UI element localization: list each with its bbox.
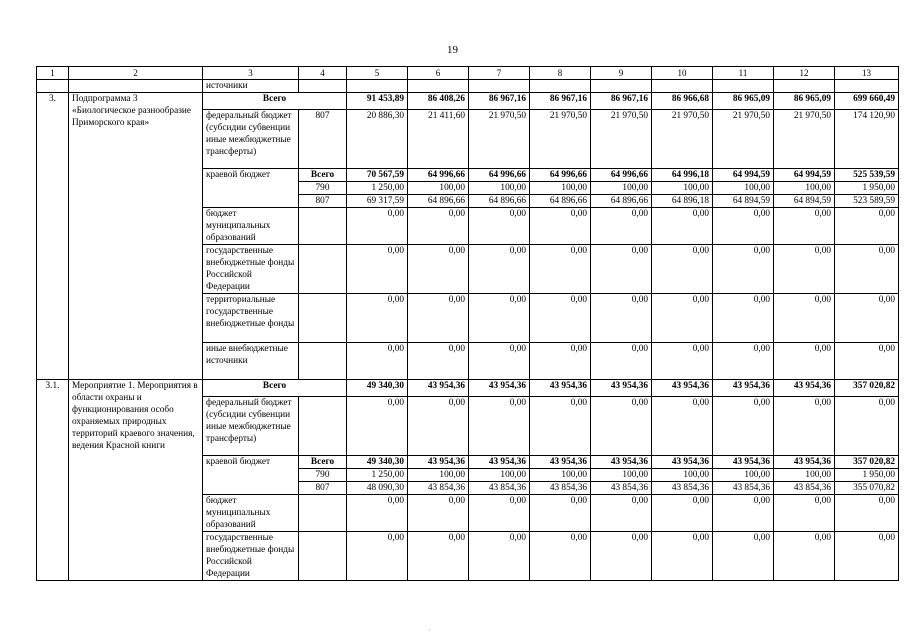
value-cell: 0,00 — [347, 397, 408, 456]
column-number: 4 — [299, 67, 347, 80]
code-cell — [299, 294, 347, 343]
value-cell: 86 967,16 — [591, 93, 652, 110]
value-cell: 0,00 — [835, 343, 899, 380]
value-cell: 64 994,59 — [774, 169, 835, 182]
column-number: 11 — [713, 67, 774, 80]
value-cell: 20 886,30 — [347, 110, 408, 169]
value-cell: 43 954,36 — [530, 456, 591, 469]
value-cell: 0,00 — [713, 343, 774, 380]
source-label: территориальные государственные внебюджетные фонды — [203, 294, 299, 343]
value-cell: 0,00 — [347, 532, 408, 581]
value-cell: 0,00 — [591, 397, 652, 456]
value-cell: 0,00 — [713, 245, 774, 294]
value-cell: 48 090,30 — [347, 482, 408, 495]
column-number: 7 — [469, 67, 530, 80]
value-cell: 174 120,90 — [835, 110, 899, 169]
code-cell: 790 — [299, 182, 347, 195]
value-cell: 86 408,26 — [408, 93, 469, 110]
value-cell: 70 567,59 — [347, 169, 408, 182]
total-label: Всего — [203, 380, 347, 397]
column-number: 13 — [835, 67, 899, 80]
empty-cell — [591, 80, 652, 93]
empty-cell — [408, 80, 469, 93]
value-cell: 0,00 — [774, 397, 835, 456]
value-cell: 0,00 — [469, 343, 530, 380]
source-label: федеральный бюджет (субсидии субвенции иные межбюджетные трансферты) — [203, 110, 299, 169]
row-number: 3.1. — [37, 380, 69, 581]
value-cell: 100,00 — [408, 182, 469, 195]
code-cell — [299, 208, 347, 245]
value-cell: 43 954,36 — [713, 380, 774, 397]
budget-table — [36, 66, 899, 581]
value-cell: 100,00 — [652, 469, 713, 482]
value-cell: 43 854,36 — [469, 482, 530, 495]
item-name — [69, 80, 203, 93]
value-cell: 0,00 — [530, 397, 591, 456]
value-cell: 0,00 — [835, 245, 899, 294]
value-cell: 49 340,30 — [347, 456, 408, 469]
total-row — [37, 93, 899, 110]
row-number: 3. — [37, 93, 69, 380]
value-cell: 100,00 — [530, 469, 591, 482]
value-cell: 0,00 — [652, 294, 713, 343]
value-cell: 64 896,66 — [530, 195, 591, 208]
value-cell: 0,00 — [347, 245, 408, 294]
value-cell: 0,00 — [469, 532, 530, 581]
value-cell: 0,00 — [530, 294, 591, 343]
code-cell: 807 — [299, 110, 347, 169]
value-cell: 64 894,59 — [774, 195, 835, 208]
value-cell: 100,00 — [469, 469, 530, 482]
value-cell: 43 954,36 — [774, 380, 835, 397]
value-cell: 0,00 — [469, 294, 530, 343]
source-label: бюджет муниципальных образований — [203, 208, 299, 245]
value-cell: 43 954,36 — [652, 456, 713, 469]
value-cell: 355 070,82 — [835, 482, 899, 495]
code-cell — [299, 343, 347, 380]
code-cell — [299, 397, 347, 456]
value-cell: 43 954,36 — [591, 456, 652, 469]
value-cell: 0,00 — [591, 208, 652, 245]
empty-cell — [299, 80, 347, 93]
value-cell: 100,00 — [774, 182, 835, 195]
value-cell: 0,00 — [408, 245, 469, 294]
value-cell: 21 970,50 — [591, 110, 652, 169]
value-cell: 43 854,36 — [530, 482, 591, 495]
value-cell: 1 250,00 — [347, 469, 408, 482]
value-cell: 0,00 — [652, 532, 713, 581]
value-cell: 0,00 — [774, 495, 835, 532]
code-cell: 807 — [299, 482, 347, 495]
value-cell: 43 854,36 — [408, 482, 469, 495]
value-cell: 91 453,89 — [347, 93, 408, 110]
value-cell: 0,00 — [774, 294, 835, 343]
value-cell: 21 970,50 — [530, 110, 591, 169]
value-cell: 0,00 — [835, 495, 899, 532]
value-cell: 0,00 — [408, 495, 469, 532]
value-cell: 100,00 — [530, 182, 591, 195]
column-number: 2 — [69, 67, 203, 80]
value-cell: 49 340,30 — [347, 380, 408, 397]
value-cell: 43 954,36 — [469, 380, 530, 397]
value-cell: 86 965,09 — [774, 93, 835, 110]
source-label: государственные внебюджетные фонды Российской Федерации — [203, 245, 299, 294]
value-cell: 21 411,60 — [408, 110, 469, 169]
value-cell: 43 954,36 — [408, 456, 469, 469]
value-cell: 43 954,36 — [591, 380, 652, 397]
value-cell: 43 954,36 — [469, 456, 530, 469]
value-cell: 64 996,18 — [652, 169, 713, 182]
value-cell: 0,00 — [835, 532, 899, 581]
code-cell: 807 — [299, 195, 347, 208]
value-cell: 357 020,82 — [835, 380, 899, 397]
column-number: 3 — [203, 67, 299, 80]
source-label: краевой бюджет — [203, 169, 299, 208]
value-cell: 699 660,49 — [835, 93, 899, 110]
item-name: Подпрограмма 3 «Биологическое разнообразие Приморского края» — [69, 93, 203, 380]
value-cell: 0,00 — [652, 208, 713, 245]
value-cell: 357 020,82 — [835, 456, 899, 469]
code-cell: 790 — [299, 469, 347, 482]
column-number: 6 — [408, 67, 469, 80]
empty-cell — [347, 80, 408, 93]
value-cell: 0,00 — [591, 532, 652, 581]
value-cell: 0,00 — [347, 343, 408, 380]
value-cell: 0,00 — [713, 397, 774, 456]
scan-mark: · — [428, 626, 431, 635]
value-cell: 64 896,66 — [591, 195, 652, 208]
value-cell: 100,00 — [713, 182, 774, 195]
code-cell — [299, 495, 347, 532]
value-cell: 0,00 — [774, 343, 835, 380]
value-cell: 0,00 — [408, 294, 469, 343]
item-name: Мероприятие 1. Мероприятия в области охраны и функционирования особо охраняемых природных территорий краевого значения, ведения Красной книги — [69, 380, 203, 581]
value-cell: 0,00 — [408, 532, 469, 581]
column-number-row — [37, 67, 899, 80]
value-cell: 64 894,59 — [713, 195, 774, 208]
value-cell: 1 250,00 — [347, 182, 408, 195]
value-cell: 64 896,66 — [469, 195, 530, 208]
value-cell: 0,00 — [591, 245, 652, 294]
value-cell: 43 854,36 — [774, 482, 835, 495]
value-cell: 43 954,36 — [774, 456, 835, 469]
empty-cell — [713, 80, 774, 93]
value-cell: 64 996,66 — [408, 169, 469, 182]
source-label: федеральный бюджет (субсидии субвенции иные межбюджетные трансферты) — [203, 397, 299, 456]
value-cell: 0,00 — [591, 495, 652, 532]
value-cell: 0,00 — [530, 495, 591, 532]
column-number: 1 — [37, 67, 69, 80]
value-cell: 0,00 — [713, 208, 774, 245]
value-cell: 64 896,66 — [408, 195, 469, 208]
value-cell: 21 970,50 — [774, 110, 835, 169]
source-label: бюджет муниципальных образований — [203, 495, 299, 532]
value-cell: 86 967,16 — [530, 93, 591, 110]
value-cell: 0,00 — [835, 208, 899, 245]
value-cell: 0,00 — [347, 294, 408, 343]
value-cell: 21 970,50 — [713, 110, 774, 169]
value-cell: 523 589,59 — [835, 195, 899, 208]
value-cell: 0,00 — [835, 397, 899, 456]
continuation-row — [37, 80, 899, 93]
value-cell: 0,00 — [469, 495, 530, 532]
value-cell: 43 954,36 — [652, 380, 713, 397]
value-cell: 0,00 — [347, 208, 408, 245]
value-cell: 0,00 — [774, 208, 835, 245]
source-label: государственные внебюджетные фонды Российской Федерации — [203, 532, 299, 581]
value-cell: 0,00 — [591, 294, 652, 343]
total-label: Всего — [299, 169, 347, 182]
value-cell: 64 896,18 — [652, 195, 713, 208]
value-cell: 0,00 — [774, 532, 835, 581]
value-cell: 100,00 — [469, 182, 530, 195]
column-number: 8 — [530, 67, 591, 80]
value-cell: 64 996,66 — [530, 169, 591, 182]
page-number: 19 — [447, 44, 458, 56]
empty-cell — [774, 80, 835, 93]
value-cell: 0,00 — [652, 495, 713, 532]
total-row — [37, 380, 899, 397]
code-cell — [299, 532, 347, 581]
value-cell: 86 967,16 — [469, 93, 530, 110]
total-label: Всего — [203, 93, 347, 110]
value-cell: 100,00 — [713, 469, 774, 482]
value-cell: 0,00 — [408, 343, 469, 380]
value-cell: 0,00 — [530, 208, 591, 245]
empty-cell — [652, 80, 713, 93]
source-label: краевой бюджет — [203, 456, 299, 495]
value-cell: 64 996,66 — [469, 169, 530, 182]
empty-cell — [835, 80, 899, 93]
value-cell: 0,00 — [652, 343, 713, 380]
value-cell: 0,00 — [347, 495, 408, 532]
code-cell — [299, 245, 347, 294]
value-cell: 0,00 — [408, 397, 469, 456]
value-cell: 64 994,59 — [713, 169, 774, 182]
value-cell: 0,00 — [408, 208, 469, 245]
value-cell: 0,00 — [591, 343, 652, 380]
value-cell: 43 854,36 — [652, 482, 713, 495]
value-cell: 0,00 — [713, 294, 774, 343]
source-label: источники — [203, 80, 299, 93]
value-cell: 0,00 — [652, 397, 713, 456]
empty-cell — [469, 80, 530, 93]
value-cell: 0,00 — [530, 532, 591, 581]
value-cell: 21 970,50 — [652, 110, 713, 169]
value-cell: 0,00 — [713, 495, 774, 532]
value-cell: 43 854,36 — [591, 482, 652, 495]
value-cell: 86 966,68 — [652, 93, 713, 110]
value-cell: 0,00 — [652, 245, 713, 294]
column-number: 12 — [774, 67, 835, 80]
value-cell: 1 950,00 — [835, 469, 899, 482]
value-cell: 100,00 — [774, 469, 835, 482]
value-cell: 43 954,36 — [408, 380, 469, 397]
value-cell: 0,00 — [530, 245, 591, 294]
value-cell: 86 965,09 — [713, 93, 774, 110]
column-number: 5 — [347, 67, 408, 80]
value-cell: 0,00 — [835, 294, 899, 343]
value-cell: 21 970,50 — [469, 110, 530, 169]
row-number — [37, 80, 69, 93]
value-cell: 0,00 — [469, 208, 530, 245]
value-cell: 0,00 — [530, 343, 591, 380]
column-number: 10 — [652, 67, 713, 80]
value-cell: 0,00 — [774, 245, 835, 294]
value-cell: 69 317,59 — [347, 195, 408, 208]
value-cell: 525 539,59 — [835, 169, 899, 182]
value-cell: 1 950,00 — [835, 182, 899, 195]
value-cell: 0,00 — [469, 397, 530, 456]
value-cell: 43 854,36 — [713, 482, 774, 495]
value-cell: 64 996,66 — [591, 169, 652, 182]
value-cell: 100,00 — [591, 469, 652, 482]
column-number: 9 — [591, 67, 652, 80]
empty-cell — [530, 80, 591, 93]
value-cell: 100,00 — [591, 182, 652, 195]
value-cell: 100,00 — [408, 469, 469, 482]
source-label: иные внебюджетные источники — [203, 343, 299, 380]
value-cell: 0,00 — [469, 245, 530, 294]
value-cell: 100,00 — [652, 182, 713, 195]
value-cell: 0,00 — [713, 532, 774, 581]
value-cell: 43 954,36 — [530, 380, 591, 397]
value-cell: 43 954,36 — [713, 456, 774, 469]
total-label: Всего — [299, 456, 347, 469]
